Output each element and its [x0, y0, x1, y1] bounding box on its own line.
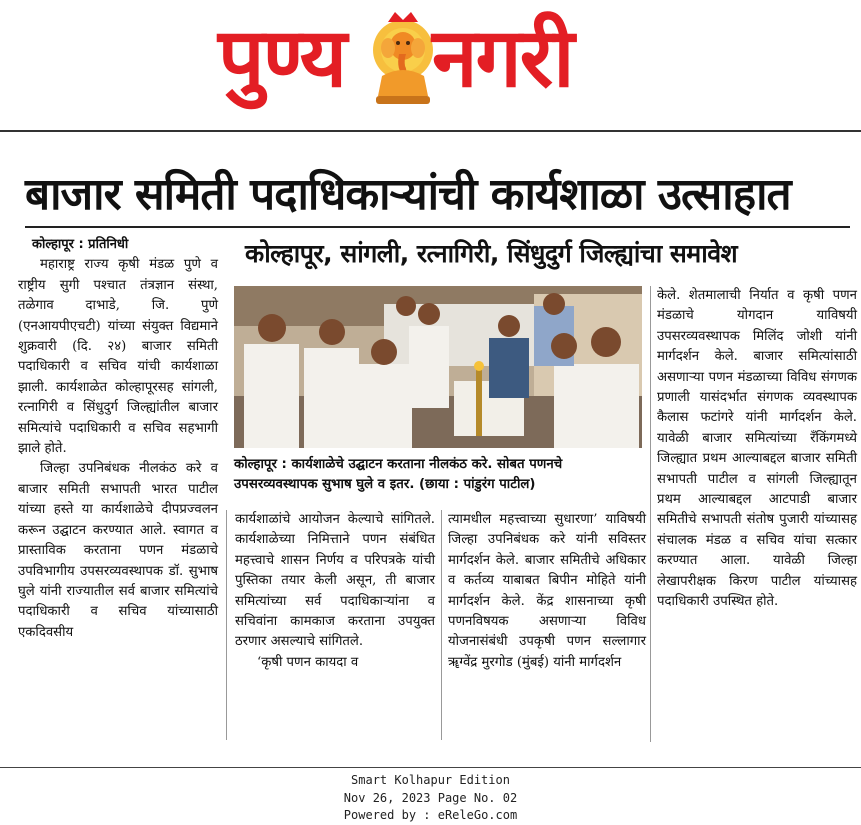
edition-label: Smart Kolhapur Edition	[351, 773, 510, 787]
article-column-4	[657, 286, 857, 613]
page-footer	[0, 772, 861, 825]
logo-text-right: नगरी	[432, 11, 573, 106]
footer-divider	[0, 767, 861, 768]
caption-line: कोल्हापूर : कार्यशाळेचे उद्घाटन करताना नीलकंठ करे. सोबत पणनचे	[234, 457, 563, 472]
article-photo	[234, 286, 642, 448]
paragraph: ‘कृषी पणन कायदा व	[257, 654, 359, 670]
article-column-3	[448, 510, 646, 673]
logo-text-left: पुण्य	[218, 11, 346, 106]
masthead	[0, 0, 861, 130]
column-divider	[441, 510, 442, 740]
article-column-1	[18, 235, 218, 643]
column-divider	[650, 286, 651, 742]
masthead-divider	[0, 130, 861, 132]
ganesh-icon	[368, 10, 438, 108]
paragraph: त्यामधील महत्त्वाच्या सुधारणा’ याविषयी जिल्हा उपनिबंधक करे यांनी सविस्तर मार्गदर्शन केले. बाजार समितीचे अधिकार व कर्तव्य याबाबत बिपीन मोहिते यांनी मार्गदर्शन केले. केंद्र शासनाच्या कृषी पणनविषयक असणाऱ्या विविध योजनासंबंधी उपकृषी पणन सल्लागार ॠग्वेंद्र मुरगोड (मुंबई) यांनी मार्गदर्शन	[448, 512, 646, 670]
paragraph: जिल्हा उपनिबंधक नीलकंठ करे व बाजार समिती सभापती भारत पाटील यांच्या हस्ते या कार्यशाळेचे दीपप्रज्वलन करून उद्घाटन करण्यात आले. स्वागत व प्रास्ताविक करताना पणन मंडळाचे उपविभागीय उपसरव्यवस्थापक डॉ. सुभाष घुले यांनी राज्यातील सर्व बाजार समित्यांचे पदाधिकारी व सचिव यांच्यासाठी एकदिवसीय	[18, 461, 218, 640]
photo-caption	[234, 455, 644, 495]
subheadline: कोल्हापूर, सांगली, रत्नागिरी, सिंधुदुर्ग जिल्ह्यांचा समावेश	[245, 239, 738, 268]
column-divider	[226, 510, 227, 740]
headline: बाजार समिती पदाधिकाऱ्यांची कार्यशाळा उत्साहात	[25, 169, 791, 220]
headline-divider	[25, 226, 850, 228]
paragraph: केले. शेतमालाची निर्यात व कृषी पणन मंडळाचे योगदान याविषयी उपसरव्यवस्थापक मिलिंद जोशी यांनी मार्गदर्शन केले. बाजार समित्यांसाठी असणाऱ्या पणन मंडळाच्या विविध संगणक प्रणाली यासंदर्भात संगणक व्यवस्थापक कैलास फटांगरे यांनी मार्गदर्शन केले. यावेळी बाजार समित्यांच्या रँकिंगमध्ये जिल्ह्यात प्रथम आल्याबद्दल बाजार समिती सभापती पाटील व सांगली जिल्ह्यातून प्रथम आल्याबद्दल आटपाडी बाजार समितीचे सभापती संतोष पुजारी यांच्यासह संचालक मंडळ व सचिव यांचा सत्कार करण्यात आला. यावेळी जिल्हा लेखापरीक्षक किरण पाटील यांच्यासह पदाधिकारी उपस्थित होते.	[657, 288, 857, 610]
paragraph: महाराष्ट्र राज्य कृषी मंडळ पुणे व राष्ट्रीय सुगी पश्चात तंत्रज्ञान संस्था, तळेगाव दाभाडे, जि. पुणे (एनआयपीएचटी) यांच्या संयुक्त विद्यमाने शुक्रवारी (दि. २४) बाजार समिती पदाधिकारी व सचिव यांची कार्यशाळा झाली. कार्यशाळेत कोल्हापूरसह सांगली, रत्नागिरी व सिंधुदुर्ग जिल्ह्यांतील बाजार समित्यांचे पदाधिकारी व सचिव सहभागी झाले होते.	[18, 257, 218, 457]
date-page-label: Nov 26, 2023 Page No. 02	[343, 790, 518, 805]
dateline: कोल्हापूर : प्रतिनिधी	[32, 237, 129, 252]
article-column-2	[235, 510, 435, 673]
caption-line: उपसरव्यवस्थापक सुभाष घुले व इतर. (छाया : पांडुरंग पाटील)	[234, 477, 536, 492]
powered-by-link[interactable]: Powered by : eReleGo.com	[343, 808, 518, 822]
paragraph: कार्यशाळांचे आयोजन केल्याचे सांगितले. कार्यशाळेच्या निमित्ताने पणन संबंधित महत्त्वाचे शासन निर्णय व परिपत्रके यांची पुस्तिका तयार केली असून, ती बाजार समित्यांच्या सर्व पदाधिकाऱ्यांना व सचिवांना कामकाज करताना उपयुक्त ठरणार असल्याचे सांगितले.	[235, 512, 435, 650]
